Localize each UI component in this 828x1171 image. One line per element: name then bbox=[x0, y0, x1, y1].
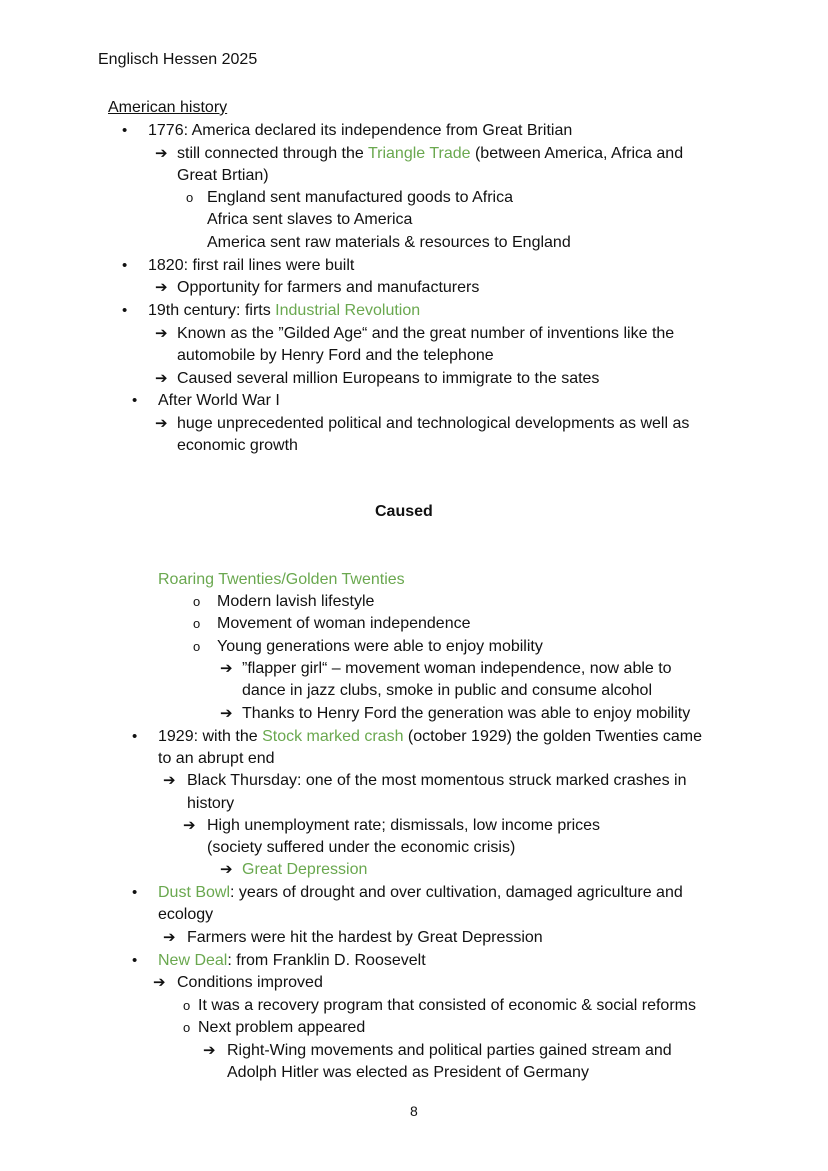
arrow-right-icon: ➔ bbox=[163, 929, 176, 946]
bullet-icon: • bbox=[132, 728, 138, 745]
text-segment: Movement of woman independence bbox=[217, 615, 471, 632]
text-segment: : years of drought and over cultivation, damaged agriculture and bbox=[230, 884, 683, 901]
circle-bullet-icon: o bbox=[183, 998, 191, 1013]
list-item bbox=[158, 748, 275, 770]
arrow-right-icon: ➔ bbox=[155, 145, 168, 162]
text-segment: Young generations were able to enjoy mobility bbox=[217, 638, 543, 655]
text-segment: 19th century: firts bbox=[148, 302, 276, 319]
list-item bbox=[177, 165, 269, 187]
list-item bbox=[242, 703, 690, 725]
list-item bbox=[217, 591, 374, 613]
text-segment: to an abrupt end bbox=[158, 750, 275, 767]
text-segment: Opportunity for farmers and manufacturers bbox=[177, 279, 480, 296]
text-segment: Conditions improved bbox=[177, 974, 323, 991]
list-item bbox=[158, 726, 702, 748]
list-item bbox=[158, 904, 213, 926]
text-segment: ”flapper girl“ – movement woman independence, now able to bbox=[242, 660, 672, 677]
arrow-right-icon: ➔ bbox=[163, 772, 176, 789]
text-segment: Modern lavish lifestyle bbox=[217, 593, 375, 610]
list-item bbox=[148, 255, 354, 277]
highlighted-term: Dust Bowl bbox=[158, 884, 231, 901]
text-segment: England sent manufactured goods to Africa bbox=[207, 189, 513, 206]
text-segment: Adolph Hitler was elected as President of Germany bbox=[227, 1064, 589, 1081]
list-item bbox=[177, 368, 599, 390]
text-segment: ecology bbox=[158, 906, 214, 923]
bullet-icon: • bbox=[132, 952, 138, 969]
text-segment: Right-Wing movements and political parties gained stream and bbox=[227, 1042, 672, 1059]
list-item bbox=[177, 972, 323, 994]
arrow-right-icon: ➔ bbox=[203, 1042, 216, 1059]
list-item bbox=[227, 1062, 589, 1084]
list-item bbox=[207, 232, 571, 254]
text-segment: Thanks to Henry Ford the generation was able to enjoy mobility bbox=[242, 705, 691, 722]
list-item bbox=[158, 569, 405, 591]
arrow-right-icon: ➔ bbox=[153, 974, 166, 991]
list-item bbox=[217, 613, 471, 635]
arrow-right-icon: ➔ bbox=[183, 817, 196, 834]
text-segment: still connected through the bbox=[177, 145, 368, 162]
circle-bullet-icon: o bbox=[186, 190, 194, 205]
list-item bbox=[242, 859, 367, 881]
page-number: 8 bbox=[410, 1103, 418, 1119]
text-segment: Next problem appeared bbox=[198, 1019, 366, 1036]
highlighted-term: Great Depression bbox=[242, 861, 368, 878]
list-item bbox=[187, 770, 686, 792]
list-item bbox=[148, 300, 420, 322]
text-segment: huge unprecedented political and technological developments as well as bbox=[177, 415, 690, 432]
arrow-right-icon: ➔ bbox=[155, 279, 168, 296]
list-item bbox=[242, 680, 652, 702]
arrow-right-icon: ➔ bbox=[220, 705, 233, 722]
list-item bbox=[187, 927, 543, 949]
text-segment: (october 1929) the golden Twenties came bbox=[403, 728, 703, 745]
list-item bbox=[187, 793, 234, 815]
highlighted-term: Roaring Twenties/Golden Twenties bbox=[158, 571, 405, 588]
text-segment: Caused several million Europeans to immigrate to the sates bbox=[177, 370, 600, 387]
arrow-right-icon: ➔ bbox=[155, 325, 168, 342]
text-segment: : from Franklin D. Roosevelt bbox=[227, 952, 426, 969]
bullet-icon: • bbox=[122, 122, 128, 139]
text-segment: automobile by Henry Ford and the telephone bbox=[177, 347, 494, 364]
text-segment: (between America, Africa and bbox=[470, 145, 684, 162]
text-segment: economic growth bbox=[177, 437, 298, 454]
list-item bbox=[198, 1017, 365, 1039]
section-title: American history bbox=[108, 99, 228, 116]
text-segment: 1929: with the bbox=[158, 728, 263, 745]
highlighted-term: Industrial Revolution bbox=[275, 302, 421, 319]
list-item bbox=[148, 120, 572, 142]
list-item bbox=[227, 1040, 672, 1062]
circle-bullet-icon: o bbox=[183, 1020, 191, 1035]
list-item bbox=[177, 435, 298, 457]
text-segment: (society suffered under the economic crisis) bbox=[207, 839, 516, 856]
arrow-right-icon: ➔ bbox=[155, 415, 168, 432]
list-item bbox=[177, 323, 674, 345]
list-item bbox=[158, 390, 280, 412]
text-segment: dance in jazz clubs, smoke in public and consume alcohol bbox=[242, 682, 653, 699]
list-item bbox=[207, 837, 515, 859]
list-item bbox=[242, 658, 672, 680]
list-item bbox=[158, 882, 683, 904]
highlighted-term: Stock marked crash bbox=[262, 728, 404, 745]
list-item bbox=[207, 815, 600, 837]
text-segment: America sent raw materials & resources to England bbox=[207, 234, 571, 251]
text-segment: history bbox=[187, 795, 235, 812]
list-item bbox=[177, 277, 479, 299]
arrow-right-icon: ➔ bbox=[220, 861, 233, 878]
heading-caused: Caused bbox=[375, 503, 433, 520]
list-item bbox=[207, 209, 412, 231]
text-segment: Black Thursday: one of the most momentous struck marked crashes in bbox=[187, 772, 687, 789]
text-segment: High unemployment rate; dismissals, low income prices bbox=[207, 817, 601, 834]
list-item bbox=[198, 995, 696, 1017]
text-segment: After World War I bbox=[158, 392, 280, 409]
arrow-right-icon: ➔ bbox=[220, 660, 233, 677]
bullet-icon: • bbox=[132, 884, 138, 901]
list-item bbox=[207, 187, 513, 209]
text-segment: 1820: first rail lines were built bbox=[148, 257, 355, 274]
circle-bullet-icon: o bbox=[193, 639, 201, 654]
bullet-icon: • bbox=[122, 302, 128, 319]
text-segment: 1776: America declared its independence from Great Britian bbox=[148, 122, 573, 139]
list-item bbox=[177, 345, 494, 367]
text-segment: Great Brtian) bbox=[177, 167, 269, 184]
list-item bbox=[177, 413, 689, 435]
list-item bbox=[217, 636, 543, 658]
bullet-icon: • bbox=[122, 257, 128, 274]
text-segment: Africa sent slaves to America bbox=[207, 211, 413, 228]
text-segment: It was a recovery program that consisted of economic & social reforms bbox=[198, 997, 696, 1014]
page-header: Englisch Hessen 2025 bbox=[98, 51, 258, 68]
arrow-right-icon: ➔ bbox=[155, 370, 168, 387]
highlighted-term: New Deal bbox=[158, 952, 228, 969]
circle-bullet-icon: o bbox=[193, 594, 201, 609]
list-item bbox=[177, 143, 683, 165]
circle-bullet-icon: o bbox=[193, 616, 201, 631]
list-item bbox=[158, 950, 426, 972]
text-segment: Known as the ”Gilded Age“ and the great number of inventions like the bbox=[177, 325, 675, 342]
highlighted-term: Triangle Trade bbox=[367, 145, 471, 162]
bullet-icon: • bbox=[132, 392, 138, 409]
text-segment: Farmers were hit the hardest by Great Depression bbox=[187, 929, 543, 946]
